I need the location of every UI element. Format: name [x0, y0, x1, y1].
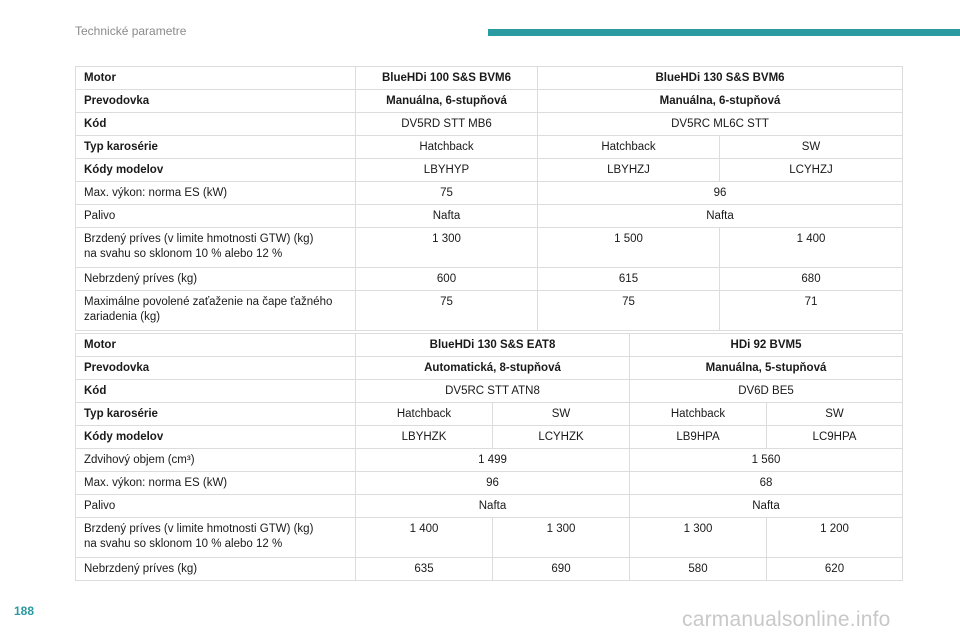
table-row — [76, 159, 903, 182]
table-cell: Hatchback — [538, 136, 720, 159]
table-cell: DV5RC ML6C STT — [538, 113, 903, 136]
table-row — [76, 228, 903, 268]
row-label — [76, 228, 356, 268]
row-label-line: Maximálne povolené zaťaženie na čape ťažného — [84, 296, 333, 308]
table-cell: BlueHDi 130 S&S EAT8 — [356, 334, 630, 357]
table-cell: SW — [720, 136, 903, 159]
page-number: 188 — [14, 604, 35, 618]
table-cell: 1 400 — [720, 228, 903, 268]
table-cell: LCYHZK — [493, 426, 630, 449]
table-row — [76, 449, 903, 472]
row-label: Max. výkon: norma ES (kW) — [76, 472, 356, 495]
table-row — [76, 495, 903, 518]
table-cell: 75 — [538, 291, 720, 331]
row-label-line: zariadenia (kg) — [84, 311, 161, 323]
table-row — [76, 518, 903, 558]
table-cell: 1 500 — [538, 228, 720, 268]
table-cell: 68 — [630, 472, 903, 495]
table-row — [76, 205, 903, 228]
table-cell: 71 — [720, 291, 903, 331]
table-cell: DV5RC STT ATN8 — [356, 380, 630, 403]
row-label — [76, 291, 356, 331]
table-row — [76, 136, 903, 159]
table-cell: LC9HPA — [767, 426, 903, 449]
table-cell: LCYHZJ — [720, 159, 903, 182]
row-label: Typ karosérie — [76, 403, 356, 426]
table-row — [76, 90, 903, 113]
table-cell: Manuálna, 6-stupňová — [538, 90, 903, 113]
row-label: Max. výkon: norma ES (kW) — [76, 182, 356, 205]
table-cell: 620 — [767, 558, 903, 581]
table-cell: BlueHDi 100 S&S BVM6 — [356, 67, 538, 90]
table-row — [76, 357, 903, 380]
table-row — [76, 558, 903, 581]
table-row — [76, 472, 903, 495]
row-label-line: na svahu so sklonom 10 % alebo 12 % — [84, 248, 283, 260]
table-row — [76, 291, 903, 331]
table-cell: Hatchback — [356, 136, 538, 159]
spec-table-1 — [75, 66, 903, 331]
row-label: Motor — [76, 67, 356, 90]
table-row — [76, 268, 903, 291]
row-label: Prevodovka — [76, 357, 356, 380]
section-accent-bar — [488, 29, 960, 36]
row-label: Kódy modelov — [76, 426, 356, 449]
spec-table-2 — [75, 333, 903, 581]
table-cell: Nafta — [538, 205, 903, 228]
table-row — [76, 182, 903, 205]
row-label: Palivo — [76, 205, 356, 228]
table-cell: 75 — [356, 291, 538, 331]
row-label: Kódy modelov — [76, 159, 356, 182]
row-label-line: Brzdený príves (v limite hmotnosti GTW) (kg) — [84, 233, 314, 245]
table-cell: 600 — [356, 268, 538, 291]
table-row — [76, 403, 903, 426]
row-label: Prevodovka — [76, 90, 356, 113]
table-row — [76, 113, 903, 136]
table-row — [76, 334, 903, 357]
table-cell: 635 — [356, 558, 493, 581]
table-cell: 1 300 — [356, 228, 538, 268]
table-cell: 75 — [356, 182, 538, 205]
table-row — [76, 67, 903, 90]
row-label: Nebrzdený príves (kg) — [76, 268, 356, 291]
table-cell: 1 560 — [630, 449, 903, 472]
table-cell: SW — [493, 403, 630, 426]
table-cell: 1 300 — [630, 518, 767, 558]
table-cell: Nafta — [356, 495, 630, 518]
table-cell: Automatická, 8-stupňová — [356, 357, 630, 380]
table-cell: Nafta — [356, 205, 538, 228]
table-cell: 615 — [538, 268, 720, 291]
section-title: Technické parametre — [75, 24, 187, 38]
table-cell: Hatchback — [356, 403, 493, 426]
row-label: Typ karosérie — [76, 136, 356, 159]
table-cell: LBYHZK — [356, 426, 493, 449]
table-cell: Hatchback — [630, 403, 767, 426]
table-cell: DV6D BE5 — [630, 380, 903, 403]
table-cell: LB9HPA — [630, 426, 767, 449]
table-cell: 1 300 — [493, 518, 630, 558]
table-cell: 96 — [356, 472, 630, 495]
table-cell: BlueHDi 130 S&S BVM6 — [538, 67, 903, 90]
row-label-line: na svahu so sklonom 10 % alebo 12 % — [84, 538, 283, 550]
row-label: Kód — [76, 380, 356, 403]
table-cell: Manuálna, 6-stupňová — [356, 90, 538, 113]
table-cell: 96 — [538, 182, 903, 205]
row-label: Kód — [76, 113, 356, 136]
table-cell: 580 — [630, 558, 767, 581]
table-cell: HDi 92 BVM5 — [630, 334, 903, 357]
table-cell: SW — [767, 403, 903, 426]
table-cell: LBYHZJ — [538, 159, 720, 182]
table-cell: DV5RD STT MB6 — [356, 113, 538, 136]
row-label: Nebrzdený príves (kg) — [76, 558, 356, 581]
watermark: carmanualsonline.info — [682, 608, 891, 631]
row-label: Motor — [76, 334, 356, 357]
table-cell: 690 — [493, 558, 630, 581]
row-label-line: Brzdený príves (v limite hmotnosti GTW) (kg) — [84, 523, 314, 535]
row-label — [76, 518, 356, 558]
row-label: Palivo — [76, 495, 356, 518]
table-row — [76, 426, 903, 449]
table-cell: Manuálna, 5-stupňová — [630, 357, 903, 380]
table-cell: LBYHYP — [356, 159, 538, 182]
table-cell: 1 499 — [356, 449, 630, 472]
table-cell: 1 200 — [767, 518, 903, 558]
row-label: Zdvihový objem (cm³) — [76, 449, 356, 472]
table-cell: 680 — [720, 268, 903, 291]
table-row — [76, 380, 903, 403]
table-cell: 1 400 — [356, 518, 493, 558]
table-cell: Nafta — [630, 495, 903, 518]
